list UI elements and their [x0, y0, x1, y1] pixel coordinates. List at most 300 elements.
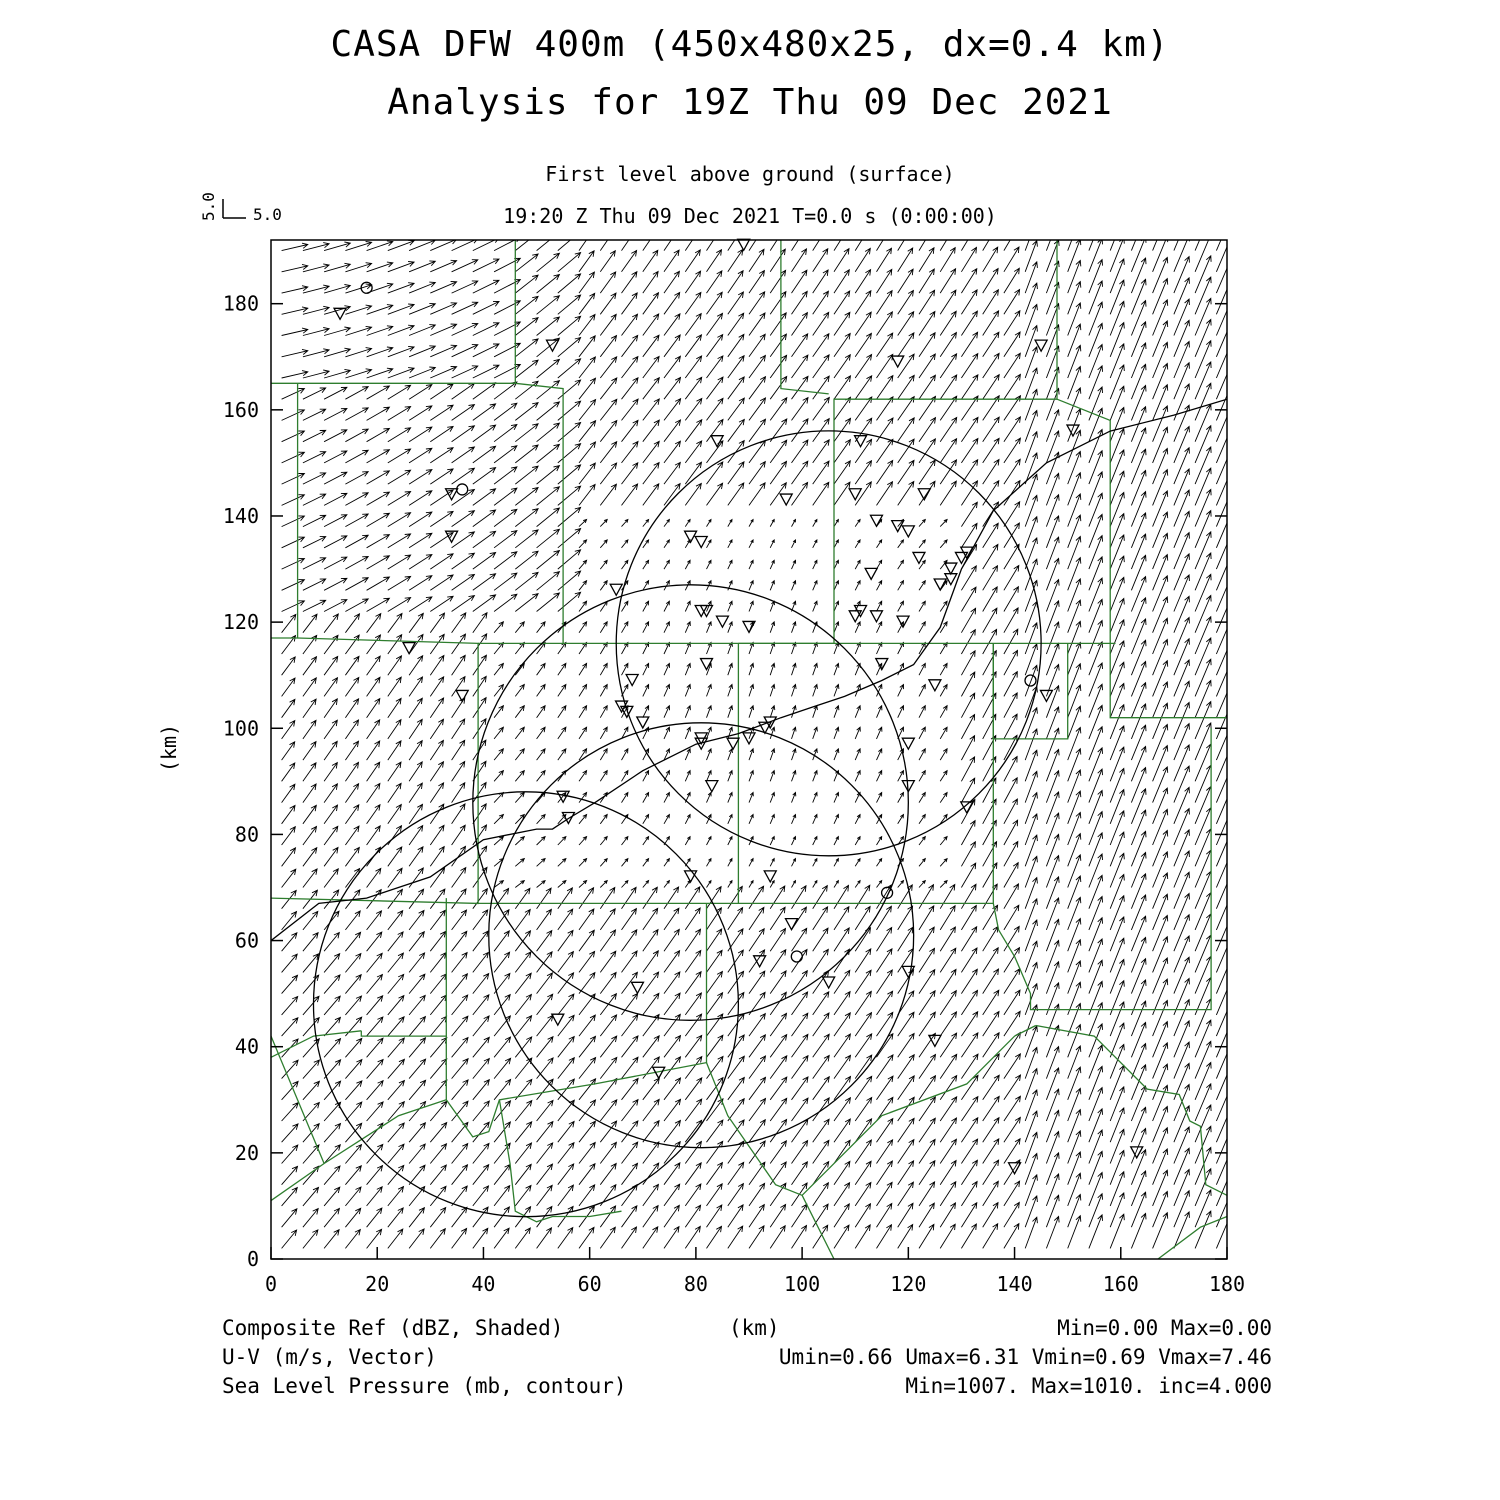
wind-vector [898, 560, 904, 569]
wind-vector [1068, 706, 1081, 739]
wind-vector [345, 1038, 361, 1057]
wind-vector [664, 335, 680, 357]
wind-vector [813, 771, 818, 782]
wind-vector [940, 1097, 957, 1121]
wind-vector [367, 513, 390, 526]
wind-vector [813, 228, 828, 251]
wind-vector [622, 663, 628, 675]
wind-vector [643, 420, 660, 442]
wind-vector [579, 1164, 595, 1185]
wind-vector [770, 1035, 787, 1058]
wind-vector [537, 1100, 553, 1121]
wind-vector [940, 418, 957, 442]
wind-vector [600, 314, 616, 335]
wind-vector [643, 1206, 658, 1228]
legend-reflectivity: Composite Ref (dBZ, Shaded) [222, 1316, 564, 1340]
wind-vector [388, 1081, 405, 1100]
wind-vector [537, 973, 553, 994]
wind-vector [1153, 1128, 1168, 1164]
wind-vector [409, 1229, 424, 1249]
wind-vector [537, 508, 560, 527]
wind-vector [643, 643, 649, 655]
wind-vector [494, 594, 517, 611]
wind-vector [600, 837, 607, 845]
wind-vector [537, 1164, 553, 1185]
wind-vector [558, 253, 581, 272]
wind-vector [409, 783, 422, 803]
wind-vector [1110, 620, 1124, 654]
y-tick-label: 40 [234, 1034, 259, 1059]
wind-vector [345, 1102, 361, 1121]
wind-vector [1089, 790, 1103, 823]
wind-vector [367, 635, 381, 654]
wind-vector [834, 291, 850, 314]
wind-vector [1089, 451, 1103, 484]
wind-vector [855, 1183, 871, 1206]
wind-vector [537, 837, 546, 845]
wind-vector [792, 706, 797, 718]
wind-vector [303, 452, 326, 463]
wind-vector [1131, 577, 1146, 612]
wind-vector [834, 482, 850, 505]
wind-vector [983, 884, 998, 909]
wind-vector [430, 596, 453, 611]
wind-vector [473, 595, 496, 612]
wind-vector [1131, 322, 1146, 357]
wind-vector [473, 510, 496, 527]
wind-vector [813, 540, 817, 548]
wind-vector [409, 1144, 425, 1164]
wind-vector [877, 291, 893, 315]
wind-vector [1004, 629, 1018, 654]
wind-vector [1195, 765, 1211, 802]
wind-vector [813, 643, 818, 655]
wind-vector [1110, 684, 1124, 718]
wind-vector [983, 1139, 999, 1164]
wind-vector [1174, 872, 1190, 909]
wind-vector [1195, 723, 1211, 760]
wind-vector [898, 881, 904, 888]
wind-vector [643, 560, 649, 569]
wind-vector [983, 820, 997, 845]
wind-vector [1216, 276, 1233, 314]
wind-vector [494, 749, 503, 760]
wind-vector [643, 1227, 658, 1249]
wind-vector [728, 993, 744, 1015]
wind-vector [537, 727, 546, 739]
wind-vector [494, 1037, 510, 1057]
wind-vector [1004, 1054, 1021, 1079]
wind-vector [940, 1054, 957, 1078]
station-triangle-marker [849, 489, 861, 500]
wind-vector [452, 740, 465, 760]
wind-vector [558, 401, 581, 420]
wind-vector [430, 1208, 445, 1228]
wind-vector [303, 720, 316, 739]
wind-vector [685, 483, 701, 505]
wind-vector [388, 932, 403, 951]
wind-vector [579, 601, 587, 611]
wind-vector [473, 698, 486, 718]
wind-vector [749, 1183, 765, 1206]
wind-vector [643, 930, 658, 952]
wind-vector [515, 749, 524, 760]
wind-vector [919, 771, 925, 782]
wind-vector [1004, 1160, 1020, 1185]
wind-vector [622, 859, 628, 867]
wind-vector [983, 927, 998, 952]
wind-vector [643, 601, 649, 611]
wind-vector [1110, 365, 1124, 399]
wind-vector [664, 601, 669, 611]
wind-vector [1131, 874, 1146, 909]
wind-vector [1068, 621, 1081, 654]
wind-vector [961, 290, 977, 314]
wind-vector [1195, 320, 1211, 357]
wind-vector [388, 428, 411, 442]
wind-vector [558, 749, 566, 760]
wind-vector [877, 771, 882, 782]
wind-vector [1068, 834, 1081, 867]
wind-vector [515, 994, 531, 1015]
wind-vector [770, 886, 785, 909]
wind-vector [749, 313, 765, 336]
wind-vector [452, 1165, 468, 1185]
wind-vector [345, 1187, 361, 1206]
wind-vector [813, 334, 829, 357]
station-triangle-marker [823, 977, 835, 988]
wind-vector [515, 793, 524, 803]
wind-vector [600, 1164, 616, 1185]
wind-vector [345, 578, 368, 591]
wind-vector [749, 540, 753, 548]
wind-vector [643, 771, 649, 782]
wind-vector [1216, 574, 1233, 612]
wind-vector [345, 408, 368, 421]
wind-vector [1089, 705, 1103, 739]
wind-vector [409, 613, 423, 632]
wind-vector [430, 575, 453, 590]
wind-vector [430, 554, 453, 569]
wind-vector [367, 1208, 382, 1227]
wind-vector [983, 608, 997, 633]
wind-vector [919, 663, 925, 675]
wind-vector [579, 706, 587, 718]
wind-vector [430, 426, 453, 441]
wind-vector [770, 859, 774, 867]
wind-vector [643, 706, 649, 718]
wind-vector [940, 520, 947, 527]
wind-vector [345, 429, 368, 442]
wind-vector [1131, 598, 1146, 633]
wind-vector [367, 556, 390, 569]
wind-vector [664, 706, 670, 718]
wind-vector [345, 784, 358, 803]
wind-vector [1195, 532, 1211, 569]
wind-vector [324, 826, 338, 845]
wind-vector [409, 762, 422, 781]
wind-vector [367, 1187, 383, 1206]
wind-vector [1195, 956, 1211, 993]
wind-vector [282, 1124, 298, 1142]
wind-vector [303, 430, 326, 441]
wind-vector [813, 1013, 829, 1036]
wind-vector [813, 291, 829, 314]
wind-vector [834, 1183, 850, 1206]
wind-vector [1131, 831, 1146, 866]
wind-vector [1110, 747, 1124, 781]
wind-vector [1131, 1065, 1146, 1100]
wind-vector [961, 630, 975, 654]
wind-vector [1110, 301, 1124, 335]
wind-vector [1004, 714, 1017, 739]
wind-vector [685, 560, 690, 569]
wind-vector [1089, 578, 1103, 611]
wind-vector [452, 468, 475, 484]
wind-vector [983, 353, 999, 378]
wind-vector [537, 881, 546, 888]
wind-vector [579, 951, 595, 972]
wind-vector [1195, 1084, 1211, 1121]
wind-vector [558, 706, 566, 718]
wind-vector [1153, 236, 1168, 272]
reference-vector-y-label: 5.0 [199, 192, 218, 221]
wind-vector [579, 909, 594, 930]
wind-vector [1195, 596, 1211, 633]
wind-vector [898, 333, 914, 357]
wind-vector [1195, 850, 1211, 887]
wind-vector [940, 749, 947, 760]
wind-vector [940, 771, 947, 782]
wind-vector [749, 398, 766, 421]
wind-vector [919, 885, 934, 909]
wind-vector [1089, 536, 1103, 570]
wind-vector [558, 837, 566, 845]
wind-vector [452, 574, 475, 590]
wind-vector [770, 355, 786, 378]
wind-vector [1110, 1087, 1124, 1121]
wind-vector [622, 1057, 639, 1078]
wind-vector [728, 377, 744, 399]
wind-vector [643, 793, 649, 803]
wind-vector [940, 375, 957, 399]
wind-vector [558, 316, 581, 335]
wind-vector [473, 1101, 490, 1121]
wind-vector [388, 1017, 404, 1036]
wind-vector [537, 529, 560, 548]
wind-vector [1068, 876, 1081, 909]
wind-vector [685, 1163, 701, 1185]
wind-vector [728, 793, 732, 803]
wind-vector [770, 440, 787, 463]
wind-vector [898, 601, 904, 611]
wind-vector [707, 1184, 723, 1206]
wind-vector [813, 992, 829, 1015]
wind-vector [324, 869, 338, 888]
wind-vector [388, 656, 402, 675]
wind-vector [961, 863, 975, 887]
wind-vector [770, 540, 774, 548]
wind-vector [813, 482, 829, 505]
wind-vector [515, 572, 538, 590]
wind-vector [537, 593, 560, 612]
wind-vector [303, 558, 326, 569]
wind-vector [834, 885, 849, 908]
wind-vector [622, 357, 638, 378]
wind-vector [282, 742, 295, 760]
wind-vector [792, 355, 808, 378]
wind-vector [749, 271, 764, 294]
wind-vector [473, 531, 496, 548]
wind-vector [1195, 1190, 1211, 1227]
wind-vector [1216, 1104, 1233, 1142]
wind-vector [877, 837, 882, 845]
wind-vector [409, 911, 424, 930]
wind-vector [664, 1163, 680, 1185]
station-triangle-marker [902, 738, 914, 749]
wind-vector [558, 888, 573, 909]
wind-vector [685, 1099, 701, 1121]
wind-vector [792, 1226, 807, 1249]
wind-vector [452, 762, 465, 782]
wind-vector [792, 540, 796, 548]
wind-vector [1131, 1192, 1146, 1227]
wind-vector [558, 1058, 575, 1079]
wind-vector [1174, 575, 1190, 612]
wind-vector [685, 908, 700, 930]
wind-vector [707, 749, 712, 760]
wind-vector [770, 727, 775, 739]
wind-vector [1216, 340, 1233, 378]
wind-vector [728, 1120, 744, 1142]
wind-vector [1174, 936, 1190, 973]
wind-vector [643, 908, 658, 930]
wind-vector [834, 581, 839, 591]
wind-vector [1068, 727, 1081, 760]
wind-vector [1216, 595, 1233, 633]
wind-vector [324, 614, 338, 633]
wind-vector [792, 1034, 808, 1057]
wind-vector [409, 804, 422, 824]
wind-vector [664, 771, 669, 782]
wind-vector [919, 991, 935, 1015]
wind-vector [1153, 661, 1168, 697]
radar-range-ring [313, 792, 738, 1217]
wind-vector [1004, 969, 1020, 994]
wind-vector [813, 249, 828, 272]
wind-vector [728, 643, 733, 655]
wind-vector [1110, 641, 1124, 675]
wind-vector [1089, 366, 1103, 399]
wind-vector [961, 884, 976, 908]
wind-vector [452, 1186, 468, 1206]
wind-vector [324, 741, 337, 760]
wind-vector [1089, 302, 1103, 335]
wind-vector [1195, 574, 1211, 611]
station-triangle-marker [716, 616, 728, 627]
wind-vector [643, 1184, 659, 1206]
wind-vector [282, 495, 305, 506]
wind-vector [770, 907, 785, 930]
wind-vector [367, 535, 390, 548]
wind-vector [1195, 1169, 1211, 1206]
wind-vector [898, 1012, 914, 1036]
wind-vector [813, 312, 829, 335]
wind-vector [1110, 853, 1124, 887]
wind-vector [707, 356, 723, 378]
wind-vector [855, 859, 860, 867]
wind-vector [707, 950, 723, 972]
wind-vector [664, 859, 669, 867]
wind-vector [770, 1077, 787, 1100]
wind-vector [643, 1078, 660, 1100]
wind-vector [749, 1226, 764, 1249]
wind-vector [855, 397, 872, 420]
wind-vector [600, 888, 615, 909]
wind-vector [685, 1142, 701, 1164]
wind-vector [388, 614, 402, 633]
wind-vector [1004, 990, 1020, 1015]
station-triangle-marker [1131, 1147, 1143, 1158]
wind-vector [1089, 514, 1103, 547]
station-triangle-marker [902, 526, 914, 537]
wind-vector [1195, 872, 1211, 909]
wind-vector [770, 815, 774, 824]
wind-vector [685, 292, 701, 314]
wind-vector [919, 439, 935, 463]
wind-vector [1153, 746, 1168, 782]
wind-vector [579, 930, 594, 951]
wind-vector [1153, 894, 1168, 930]
wind-vector [685, 377, 701, 399]
wind-vector [877, 706, 882, 718]
wind-vector [685, 887, 700, 909]
wind-vector [792, 483, 808, 506]
wind-vector [345, 450, 368, 463]
reference-vector-x-label: 5.0 [253, 205, 282, 224]
wind-vector [1174, 809, 1190, 845]
wind-vector [303, 1060, 320, 1079]
wind-vector [983, 1160, 999, 1185]
wind-vector [367, 784, 380, 803]
wind-vector [282, 614, 296, 632]
wind-vector [877, 482, 893, 506]
wind-vector [1174, 1127, 1190, 1164]
wind-vector [1110, 790, 1124, 824]
county-boundary [271, 638, 478, 903]
wind-vector [558, 274, 581, 293]
wind-vector [749, 1035, 765, 1058]
wind-vector [770, 1183, 786, 1206]
wind-vector [1089, 323, 1103, 357]
wind-vector [367, 614, 381, 633]
station-triangle-marker [780, 494, 792, 505]
wind-vector [1131, 895, 1146, 930]
station-triangle-marker [631, 982, 643, 993]
wind-vector [1174, 787, 1190, 824]
wind-vector [430, 847, 444, 867]
wind-vector [515, 530, 538, 548]
wind-vector [303, 306, 329, 314]
wind-vector [877, 1076, 894, 1100]
station-triangle-marker [637, 717, 649, 728]
wind-vector [834, 1204, 849, 1227]
wind-vector [877, 312, 893, 336]
station-triangle-marker [727, 738, 739, 749]
wind-vector [961, 842, 975, 867]
wind-vector [367, 975, 383, 994]
wind-vector [685, 663, 690, 675]
